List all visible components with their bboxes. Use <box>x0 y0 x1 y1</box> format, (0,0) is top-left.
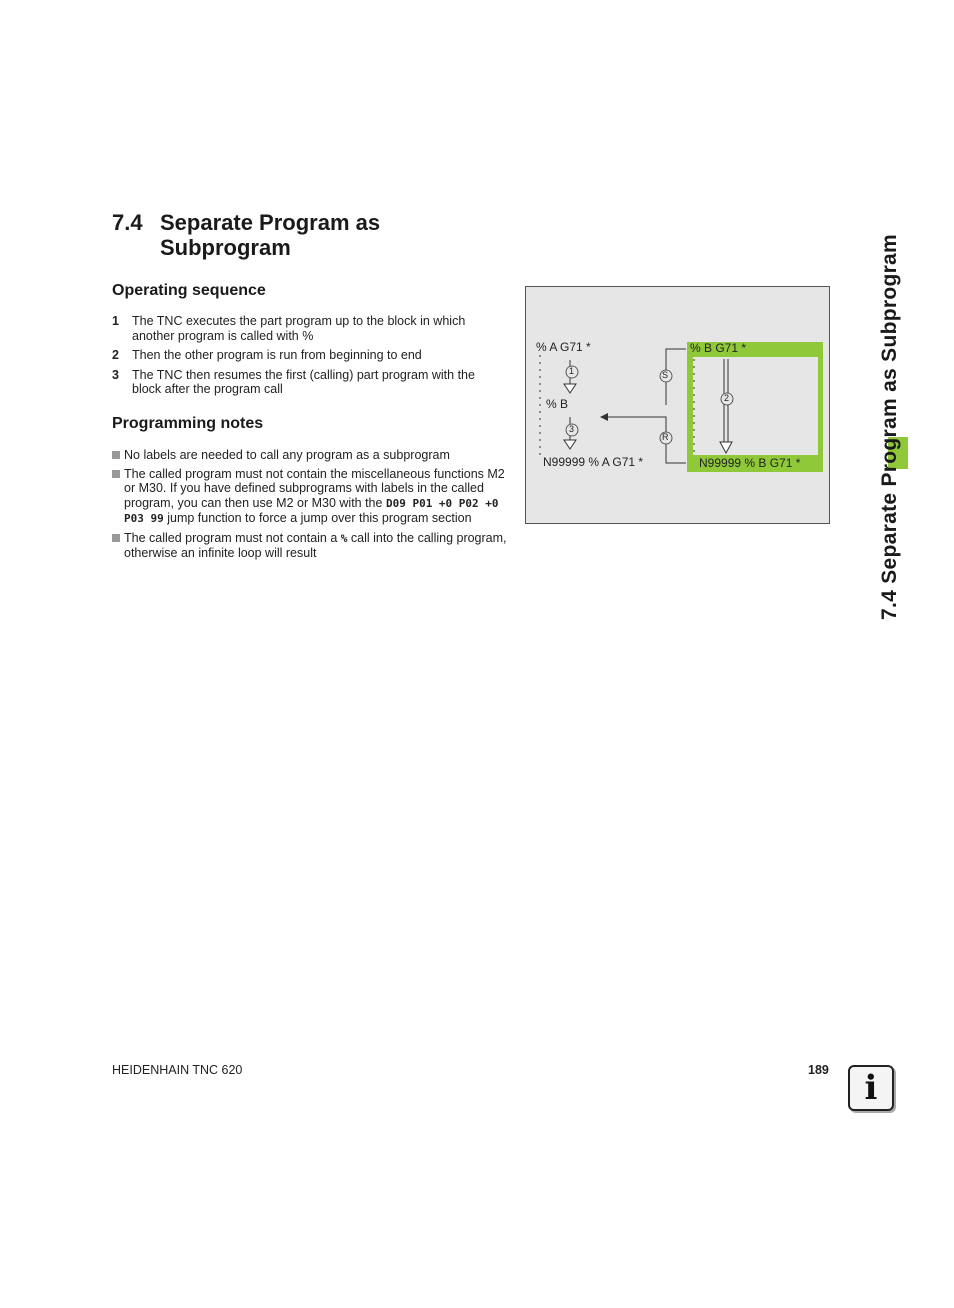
arrow-3-head <box>564 440 576 449</box>
footer-product: HEIDENHAIN TNC 620 <box>112 1063 243 1077</box>
list-item <box>112 531 512 561</box>
note-text: No labels are needed to call any program as a subprogram <box>124 448 450 462</box>
programming-notes-list <box>112 448 512 565</box>
list-item <box>112 314 507 343</box>
programming-notes-heading: Programming notes <box>112 415 264 432</box>
main-program-end: N99999 % A G71 * <box>543 455 644 469</box>
marker-3: 3 <box>569 424 575 434</box>
diagram-graphics <box>526 287 829 523</box>
subprogram-end: N99999 % B G71 * <box>699 456 801 470</box>
return-arrow-head <box>600 413 608 421</box>
section-title <box>112 210 472 260</box>
marker-1: 1 <box>569 366 575 376</box>
code-snippet: D09 P01 +0 P02 +0 P03 99 <box>124 496 499 525</box>
subprogram-start: % B G71 * <box>690 341 747 355</box>
list-item <box>112 348 507 363</box>
program-call-label: % B <box>546 397 569 411</box>
marker-r: R <box>662 432 669 442</box>
step-number: 3 <box>112 367 119 382</box>
operating-sequence-heading: Operating sequence <box>112 282 266 299</box>
note-text-part: call into the calling program, otherwise an infinite loop will result <box>124 530 507 560</box>
list-item <box>112 467 512 527</box>
note-text <box>124 467 512 527</box>
step-text: The TNC then resumes the first (calling) part program with the block after the program call <box>132 367 475 396</box>
square-bullet-icon <box>112 451 120 459</box>
note-text-part: The called program must not contain a <box>124 530 341 545</box>
step-number: 1 <box>112 314 119 328</box>
marker-s: S <box>662 370 669 380</box>
note-text-part: jump function to force a jump over this program section <box>163 511 472 525</box>
list-item <box>112 368 507 397</box>
operating-sequence-list <box>112 314 507 402</box>
marker-2: 2 <box>724 393 730 403</box>
info-icon: i <box>848 1065 894 1111</box>
page-number: 189 <box>808 1063 829 1077</box>
main-program-start: % A G71 * <box>536 340 591 354</box>
square-bullet-icon <box>112 534 120 542</box>
pgm-call-icon: % <box>340 531 348 545</box>
section-title-line2: Subprogram <box>160 235 291 260</box>
step-text: Then the other program is run from beginning to end <box>132 348 422 362</box>
square-bullet-icon <box>112 470 120 478</box>
note-text-part: The called program must not contain the miscellaneous functions M2 or M30. If you have defined subprograms with labels in the called program, you can then use M2 or M30 with the <box>124 466 505 510</box>
program-call-diagram <box>525 286 830 524</box>
list-item <box>112 448 512 463</box>
note-text <box>124 531 512 561</box>
running-section-title: 7.4 Separate Program as Subprogram <box>878 233 901 620</box>
step-number: 2 <box>112 348 119 362</box>
section-title-line1: Separate Program as <box>160 210 381 235</box>
subprogram-body <box>693 357 818 455</box>
step-text: The TNC executes the part program up to the block in which another program is called with % <box>132 314 466 343</box>
section-number: 7.4 <box>112 210 143 235</box>
arrow-1-head <box>564 384 576 393</box>
